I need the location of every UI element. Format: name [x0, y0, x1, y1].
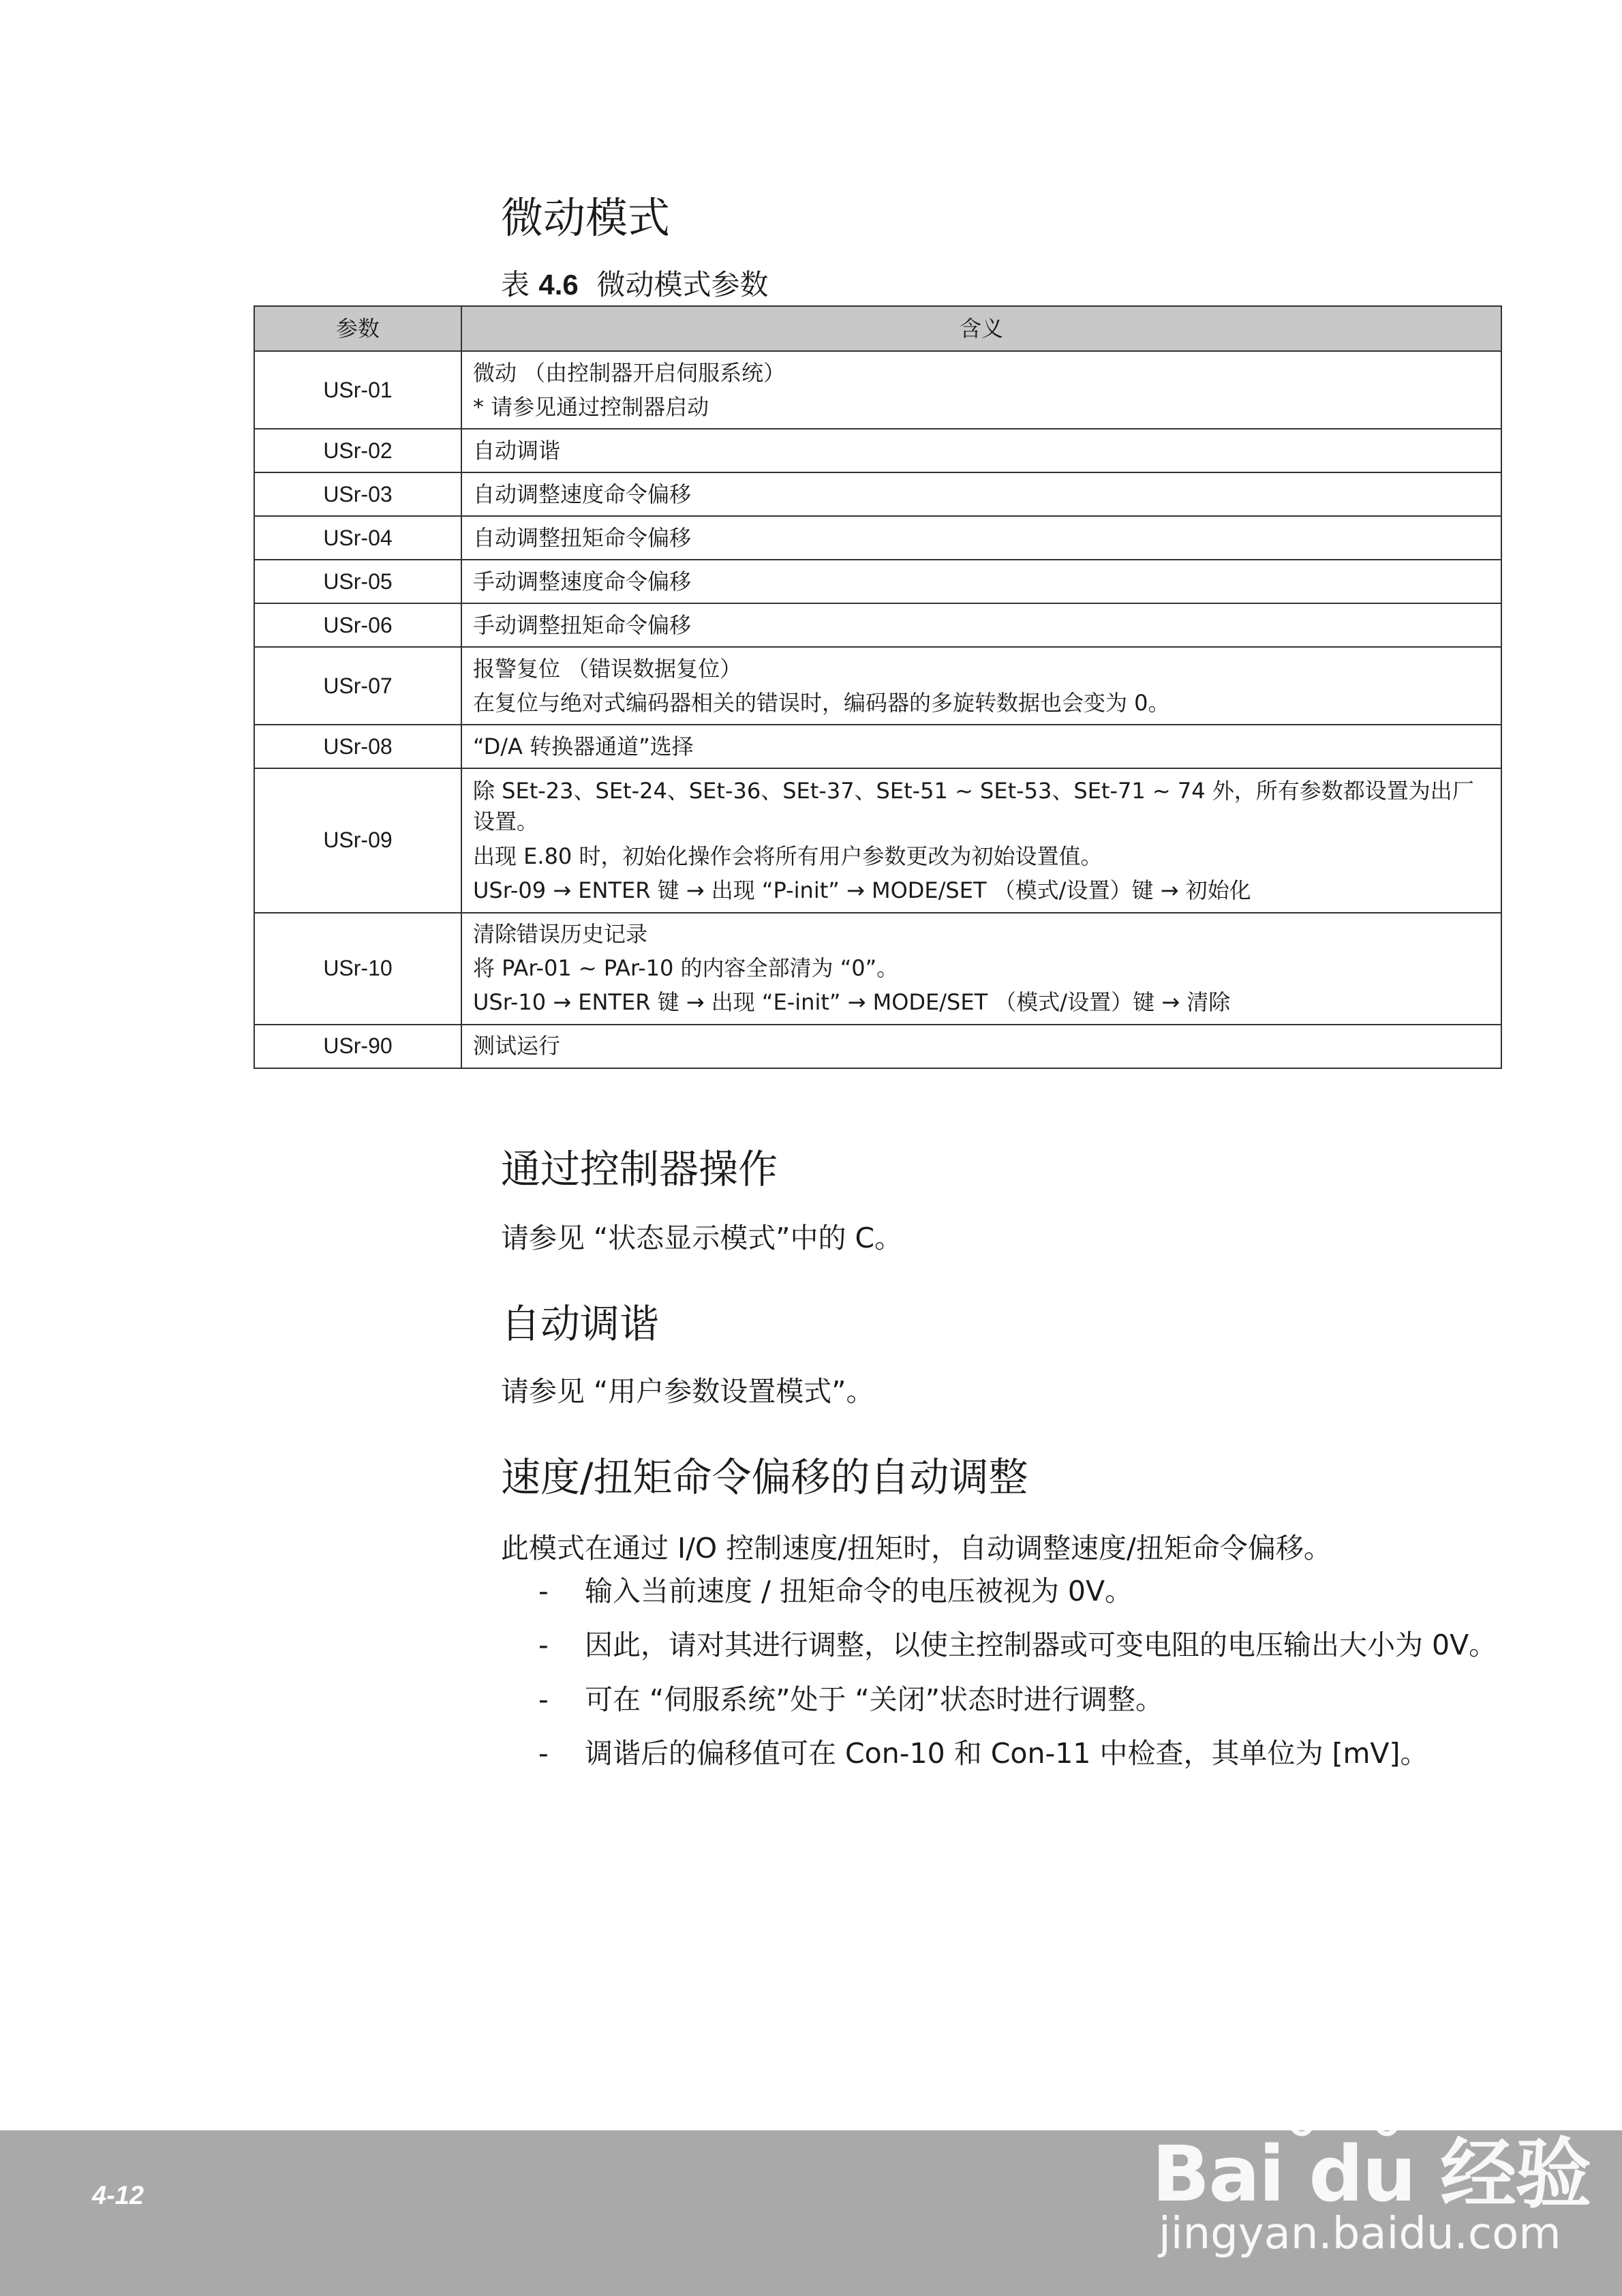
caption-prefix: 表	[501, 268, 539, 301]
table-row	[254, 560, 1501, 603]
meaning-line: 测试运行	[473, 1033, 561, 1059]
meaning-cell	[461, 351, 1501, 429]
meaning-line: USr-09 → ENTER 键 → 出现 “P-init” → MODE/SET （模式/设置）键 → 初始化	[473, 877, 1251, 904]
section-heading-auto-tuning: 自动调谐	[501, 1301, 660, 1347]
meaning-line: 手动调整速度命令偏移	[473, 568, 692, 594]
meaning-line: 自动调整扭矩命令偏移	[473, 524, 692, 551]
caption-text: 微动模式参数	[596, 268, 769, 301]
bullet-marker: -	[538, 1682, 549, 1716]
bullet-list	[538, 1571, 1506, 1788]
param-cell: USr-05	[254, 560, 461, 603]
meaning-line: 除 SEt-23、SEt-24、SEt-36、SEt-37、SEt-51 ~ SEt-53、SEt-71 ~ 74 外，所有参数都设置为出厂设置。	[473, 778, 1474, 834]
header-meaning: 含义	[461, 306, 1501, 351]
bullet-text: 调谐后的偏移值可在 Con-10 和 Con-11 中检查，其单位为 [mV]。	[585, 1737, 1428, 1770]
list-item	[538, 1571, 1506, 1612]
jog-mode-parameter-table	[254, 305, 1502, 1069]
meaning-cell	[461, 647, 1501, 725]
param-cell: USr-01	[254, 351, 461, 429]
table-row	[254, 725, 1501, 768]
table-row	[254, 472, 1501, 516]
table-row	[254, 429, 1501, 472]
bullet-text: 输入当前速度 / 扭矩命令的电压被视为 0V。	[585, 1575, 1133, 1607]
param-cell: USr-06	[254, 603, 461, 647]
table-row	[254, 768, 1501, 913]
table-row	[254, 1025, 1501, 1068]
meaning-line: 自动调整速度命令偏移	[473, 481, 692, 507]
table-caption	[501, 262, 768, 303]
meaning-line: 在复位与绝对式编码器相关的错误时，编码器的多旋转数据也会变为 0。	[473, 689, 1170, 716]
section-text-controller-operation: 请参见 “状态显示模式”中的 C。	[501, 1222, 903, 1254]
watermark-logo: Bai du 经验	[1152, 2130, 1591, 2219]
meaning-line: USr-10 → ENTER 键 → 出现 “E-init” → MODE/SET （模式/设置）键 → 清除	[473, 989, 1231, 1016]
meaning-line: 报警复位 （错误数据复位）	[473, 655, 742, 682]
meaning-cell	[461, 725, 1501, 768]
meaning-cell	[461, 913, 1501, 1025]
meaning-line: 微动 （由控制器开启伺服系统）	[473, 359, 786, 386]
meaning-line: 清除错误历史记录	[473, 921, 648, 948]
list-item	[538, 1625, 1506, 1665]
param-cell: USr-02	[254, 429, 461, 472]
bullet-marker: -	[538, 1737, 549, 1770]
section-heading-offset-auto-adjust: 速度/扭矩命令偏移的自动调整	[501, 1454, 1028, 1500]
page-number: 4-12	[92, 2181, 144, 2210]
meaning-cell	[461, 472, 1501, 516]
section-text-auto-tuning: 请参见 “用户参数设置模式”。	[501, 1375, 874, 1408]
meaning-line: 将 PAr-01 ~ PAr-10 的内容全部清为 “0”。	[473, 955, 899, 982]
table-row	[254, 647, 1501, 725]
table-header-row	[254, 306, 1501, 351]
param-cell: USr-90	[254, 1025, 461, 1068]
table-row	[254, 603, 1501, 647]
table-row	[254, 516, 1501, 560]
watermark-url: jingyan.baidu.com	[1159, 2209, 1561, 2259]
meaning-cell	[461, 429, 1501, 472]
caption-number: 4.6	[538, 269, 579, 301]
table-row	[254, 913, 1501, 1025]
meaning-cell	[461, 603, 1501, 647]
meaning-line: * 请参见通过控制器启动	[473, 393, 709, 420]
param-cell: USr-09	[254, 768, 461, 913]
list-item	[538, 1734, 1506, 1774]
list-item	[538, 1680, 1506, 1720]
meaning-line: “D/A 转换器通道”选择	[473, 733, 694, 759]
meaning-cell	[461, 768, 1501, 913]
bullet-text: 可在 “伺服系统”处于 “关闭”状态时进行调整。	[585, 1682, 1164, 1716]
meaning-line: 出现 E.80 时，初始化操作会将所有用户参数更改为初始设置值。	[473, 843, 1103, 870]
meaning-cell	[461, 560, 1501, 603]
bullet-marker: -	[538, 1629, 549, 1662]
section-text-offset-auto-adjust: 此模式在通过 I/O 控制速度/扭矩时，自动调整速度/扭矩命令偏移。	[501, 1532, 1332, 1565]
bullet-text: 因此，请对其进行调整，以使主控制器或可变电阻的电压输出大小为 0V。	[585, 1629, 1497, 1662]
meaning-cell	[461, 516, 1501, 560]
param-cell: USr-04	[254, 516, 461, 560]
bullet-marker: -	[538, 1575, 549, 1607]
meaning-line: 自动调谐	[473, 437, 561, 464]
param-cell: USr-10	[254, 913, 461, 1025]
param-cell: USr-07	[254, 647, 461, 725]
meaning-cell	[461, 1025, 1501, 1068]
meaning-line: 手动调整扭矩命令偏移	[473, 611, 692, 638]
section-heading-controller-operation: 通过控制器操作	[501, 1146, 778, 1192]
param-cell: USr-08	[254, 725, 461, 768]
header-param: 参数	[254, 306, 461, 351]
table-row	[254, 351, 1501, 429]
param-cell: USr-03	[254, 472, 461, 516]
page-title: 微动模式	[501, 193, 671, 243]
baidu-watermark	[1152, 2072, 1591, 2277]
